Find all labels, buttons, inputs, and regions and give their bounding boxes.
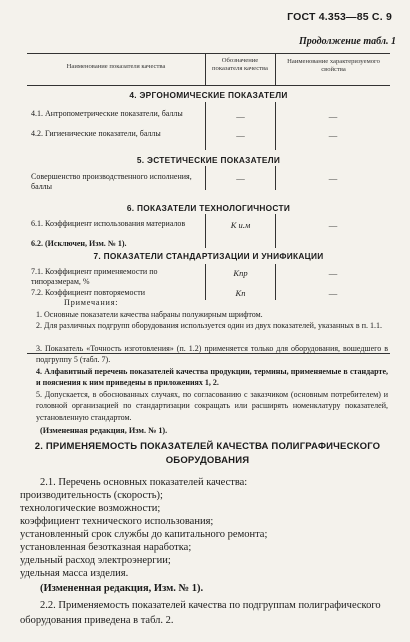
property-cell: —: [328, 111, 338, 121]
list-item: удельная масса изделия.: [20, 568, 129, 579]
section-title-ergonomic: 4. ЭРГОНОМИЧЕСКИЕ ПОКАЗАТЕЛИ: [129, 90, 288, 100]
property-cell: —: [328, 173, 338, 183]
list-item: коэффициент технического использования;: [20, 516, 214, 527]
note-item: 5. Допускается, в обоснованных случаях, по согласованию с заказчиком (основным потребителем) и головной организацией по стандартизации сокращать или расширять номенклатуру показателей, установленную стандартом.: [36, 390, 388, 422]
table-row: 7.2. Коэффициент повторяемости: [31, 288, 145, 297]
table-row: 7.1. Коэффициент применяемости по типоразмерам, %: [31, 267, 158, 286]
section-heading: 2. ПРИМЕНЯЕМОСТЬ ПОКАЗАТЕЛЕЙ КАЧЕСТВА ПОЛИГРАФИЧЕСКОГО: [34, 441, 381, 452]
note-item: 2. Для различных подгрупп оборудования используется один из двух показателей, указанных в п. 1.1.: [36, 321, 382, 330]
section-title-standardization: 7. ПОКАЗАТЕЛИ СТАНДАРТИЗАЦИИ И УНИФИКАЦИИ: [93, 251, 324, 261]
table-row: 4.1. Антропометрические показатели, баллы: [31, 109, 183, 118]
list-item: установленный срок службы до капитального ремонта;: [20, 529, 268, 540]
amendment-note: (Измененная редакция, Изм. № 1).: [40, 583, 204, 594]
symbol-cell: —: [236, 111, 245, 121]
list-item: технологические возможности;: [20, 503, 161, 514]
section-heading-cont: ОБОРУДОВАНИЯ: [165, 455, 250, 466]
note-item: 3. Показатель «Точность изготовления» (п. 1.2) применяется только для оборудования, вошедшего в подгруппу 5 (табл. 7).: [36, 344, 388, 365]
column-header-name: Наименование показателя качества: [66, 63, 166, 70]
property-cell: —: [328, 220, 338, 230]
symbol-cell: K и.м: [230, 220, 251, 230]
note-item: 4. Алфавитный перечень показателей качества продукции, термины, применяемые в стандарте, и пояснения к ним приведены в приложениях 1, 2.: [36, 367, 388, 388]
property-cell: —: [328, 288, 338, 298]
paragraph-2-2: 2.2. Применяемость показателей качества по подгруппам полиграфического оборудования приведена в табл. 2.: [20, 600, 381, 626]
table-row: 6.1. Коэффициент использования материалов: [31, 219, 186, 228]
list-item: производительность (скорость);: [20, 490, 163, 501]
notes-title: Примечания:: [64, 298, 119, 307]
list-item: удельный расход электроэнергии;: [20, 555, 171, 566]
symbol-cell: Kпр: [233, 268, 248, 278]
property-cell: —: [328, 268, 338, 278]
list-item: установленная безотказная наработка;: [20, 542, 192, 553]
standard-number: ГОСТ 4.353—85 С. 9: [287, 11, 392, 23]
property-cell: —: [328, 130, 338, 140]
column-header-property: Наименование характеризуемого свойства: [287, 58, 380, 73]
symbol-cell: —: [236, 130, 245, 140]
table-row: 6.2. (Исключен, Изм. № 1).: [31, 239, 127, 248]
section-title-manufacturability: 6. ПОКАЗАТЕЛИ ТЕХНОЛОГИЧНОСТИ: [126, 203, 291, 213]
symbol-cell: Kп: [235, 288, 246, 298]
section-title-aesthetic: 5. ЭСТЕТИЧЕСКИЕ ПОКАЗАТЕЛИ: [136, 155, 281, 165]
column-header-symbol: Обозначение показателя качества: [212, 57, 268, 72]
symbol-cell: —: [236, 173, 245, 183]
table-row: 4.2. Гигиенические показатели, баллы: [31, 129, 161, 138]
table-continuation-label: Продолжение табл. 1: [298, 36, 396, 47]
note-item: 1. Основные показатели качества набраны полужирным шрифтом.: [36, 310, 263, 319]
list-intro: 2.1. Перечень основных показателей качества:: [40, 477, 248, 488]
amendment-note: (Измененная редакция, Изм. № 1).: [40, 426, 168, 435]
table-row: Совершенство производственного исполнения, баллы: [31, 172, 192, 191]
